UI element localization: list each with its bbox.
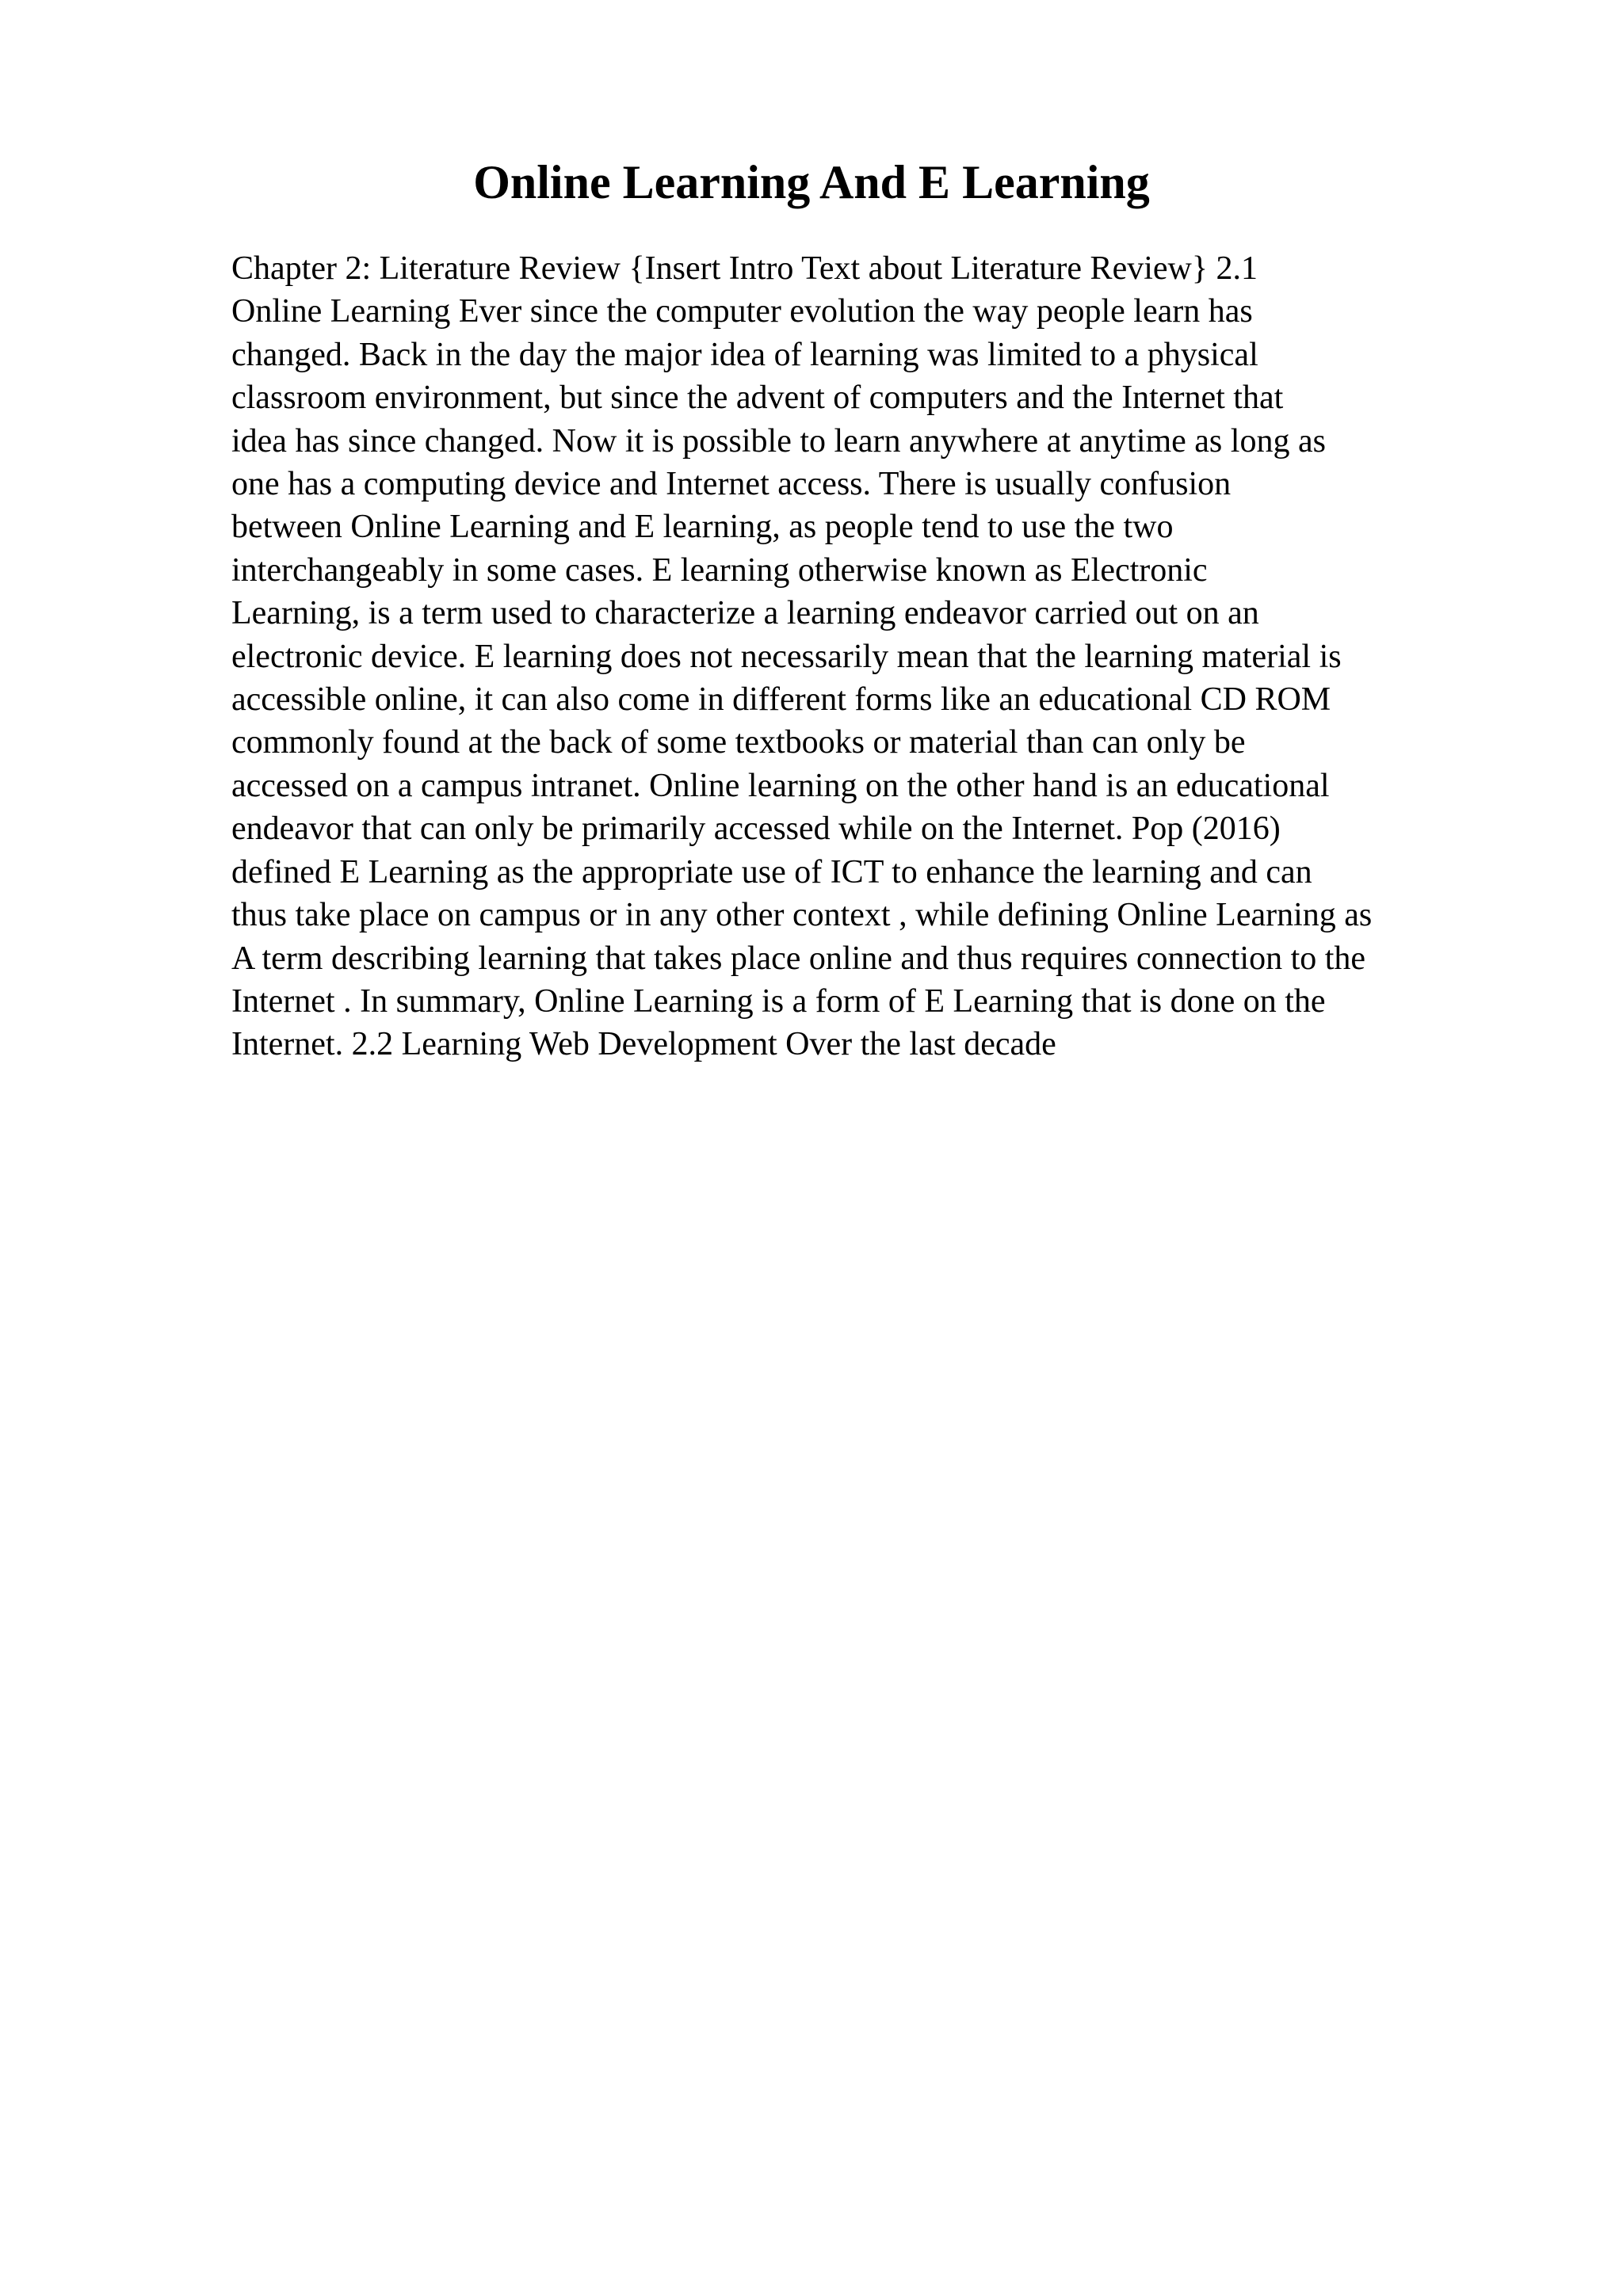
- body-line: interchangeably in some cases. E learning otherwise known as Electronic: [231, 551, 1208, 589]
- body-line: Online Learning Ever since the computer evolution the way people learn has: [231, 293, 1253, 330]
- body-line: between Online Learning and E learning, as people tend to use the two: [231, 509, 1174, 546]
- body-line: one has a computing device and Internet access. There is usually confusion: [231, 466, 1232, 503]
- body-line: Chapter 2: Literature Review {Insert Intro Text about Literature Review} 2.1: [231, 250, 1258, 287]
- body-line: idea has since changed. Now it is possible to learn anywhere at anytime as long as: [231, 422, 1326, 460]
- body-line: Learning, is a term used to characterize a learning endeavor carried out on an: [231, 595, 1259, 632]
- body-line: Internet . In summary, Online Learning is a form of E Learning that is done on the: [231, 982, 1326, 1020]
- document-title: Online Learning And E Learning: [473, 156, 1150, 208]
- body-line: Internet. 2.2 Learning Web Development Over the last decade: [231, 1026, 1056, 1063]
- body-line: commonly found at the back of some textbooks or material than can only be: [231, 724, 1246, 761]
- body-line: defined E Learning as the appropriate use of ICT to enhance the learning and can: [231, 853, 1312, 891]
- body-line: accessible online, it can also come in different forms like an educational CD ROM: [231, 681, 1331, 719]
- body-line: endeavor that can only be primarily accessed while on the Internet. Pop (2016): [231, 810, 1281, 848]
- body-line: accessed on a campus intranet. Online learning on the other hand is an educational: [231, 767, 1330, 804]
- body-line: changed. Back in the day the major idea of learning was limited to a physical: [231, 336, 1258, 373]
- body-line: thus take place on campus or in any other context , while defining Online Learning as: [231, 897, 1373, 934]
- body-line: classroom environment, but since the advent of computers and the Internet that: [231, 379, 1284, 417]
- document-body: [231, 247, 1515, 1066]
- body-line: electronic device. E learning does not necessarily mean that the learning material is: [231, 638, 1342, 675]
- body-line: A term describing learning that takes place online and thus requires connection to the: [231, 940, 1366, 977]
